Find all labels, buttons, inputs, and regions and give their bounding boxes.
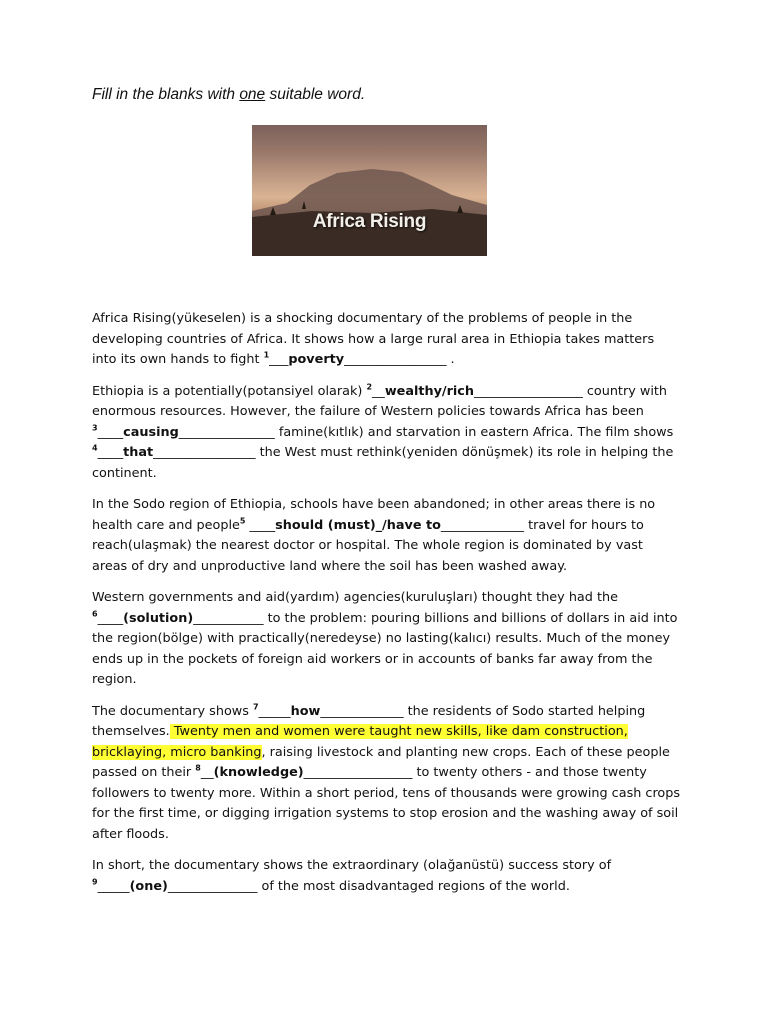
instruction-heading (92, 86, 365, 104)
blank-answer-8: (knowledge) (213, 765, 304, 780)
blank-number: 2 (366, 382, 373, 392)
paragraph-text: to the problem: pouring billions and billions of dollars in aid into the region(bölge) with practically(neredeyse) no lasting(kalıcı) results. Much of the money ends up in the pockets of foreign aid workers or in accounts of banks far away from the region. (92, 610, 678, 687)
paragraph-text: Western governments and aid(yardım) agencies(kuruluşları) thought they had the (92, 590, 618, 605)
landscape-illustration (252, 125, 487, 256)
blank-line: ______________ (167, 878, 258, 894)
blank-number: 5 (239, 516, 246, 526)
paragraph-2 (92, 382, 682, 485)
blank-line: ___ (269, 352, 289, 367)
paragraph-text: famine(kıtlık) and starvation in eastern Africa. The film shows (274, 424, 674, 440)
paragraph-text: country with enormous resources. However, the failure of Western policies towards Africa has been (92, 383, 668, 419)
blank-number: 4 (92, 443, 98, 453)
blank-line: ____ (97, 424, 124, 440)
blank-line: ____ (245, 517, 276, 533)
blank-line: _________________ (474, 383, 583, 399)
blank-number: 6 (92, 609, 98, 619)
blank-number: 1 (263, 350, 270, 360)
paragraph-text: Ethiopia is a potentially(potansiyel olarak) (92, 383, 367, 399)
africa-rising-image (252, 125, 487, 256)
instruction-underlined-word: one (239, 86, 266, 103)
blank-line: _____ (258, 703, 291, 719)
blank-line: _____ (97, 878, 130, 894)
paragraph-text: In short, the documentary shows the extraordinary (olağanüstü) success story of (92, 858, 612, 873)
paragraph-1 (92, 309, 682, 371)
paragraph-text: travel for hours to reach(ulaşmak) the nearest doctor or hospital. The whole region is dominated by vast areas of dry and unproductive land where the soil has been washed away. (92, 517, 644, 574)
paragraph-text: The documentary shows (92, 703, 253, 719)
paragraph-5 (92, 702, 682, 846)
blank-line: ____ (97, 445, 124, 460)
blank-answer-2: wealthy/rich (384, 383, 474, 399)
paragraph-text: of the most disadvantaged regions of the world. (257, 878, 570, 894)
blank-answer-5: should (must)_/have to (275, 517, 441, 533)
paragraph-text: to twenty others - and those twenty followers to twenty more. Within a short period, tens of thousands were growing cash crops for the first time, or digging irrigation systems to stop erosion and the washing away of soil after floods. (92, 765, 681, 842)
exercise-body (92, 309, 682, 908)
paragraph-text: , raising livestock and planting new crops. Each of these people passed on their (92, 744, 670, 780)
blank-line: _______________ (178, 424, 275, 440)
paragraph-text: the residents of Sodo started helping themselves. (92, 703, 646, 739)
blank-line: _____________ (440, 517, 525, 533)
blank-line: ___________ (193, 610, 264, 626)
blank-number: 3 (92, 423, 98, 433)
paragraph-text: Africa Rising(yükeselen) is a shocking documentary of the problems of people in the developing countries of Africa. It shows how a large rural area in Ethiopia takes matters into its own hands to fight (92, 311, 655, 367)
paragraph-text: In the Sodo region of Ethiopia, schools have been abandoned; in other areas there is no health care and people (92, 497, 656, 533)
blank-answer-4: that (123, 445, 154, 460)
blank-answer-1: poverty (288, 352, 345, 367)
image-caption: Africa Rising (312, 211, 427, 232)
blank-answer-6: (solution) (123, 610, 194, 626)
paragraph-3 (92, 495, 682, 577)
blank-answer-9: (one) (129, 878, 168, 894)
blank-number: 8 (195, 763, 201, 773)
blank-line: _________________ (303, 765, 413, 780)
paragraph-6 (92, 856, 682, 897)
blank-line: ________________ . (344, 352, 455, 367)
blank-answer-3: causing (123, 424, 179, 440)
blank-number: 7 (253, 702, 259, 712)
blank-line: __ (200, 765, 214, 780)
instruction-text-end: suitable word. (265, 86, 366, 103)
blank-answer-7: how (290, 703, 321, 719)
paragraph-4 (92, 588, 682, 691)
blank-line: ____ (97, 610, 124, 626)
blank-number: 9 (92, 877, 98, 887)
instruction-text-start: Fill in the blanks with (92, 86, 240, 103)
blank-line: ________________ (153, 445, 256, 460)
paragraph-text: the West must rethink(yeniden dönüşmek) its role in helping the continent. (92, 445, 674, 481)
blank-line: __ (372, 383, 385, 399)
blank-line: _____________ (320, 703, 404, 719)
highlighted-text: Twenty men and women were taught new skills, like dam construction, bricklaying, micro banking (92, 724, 628, 760)
